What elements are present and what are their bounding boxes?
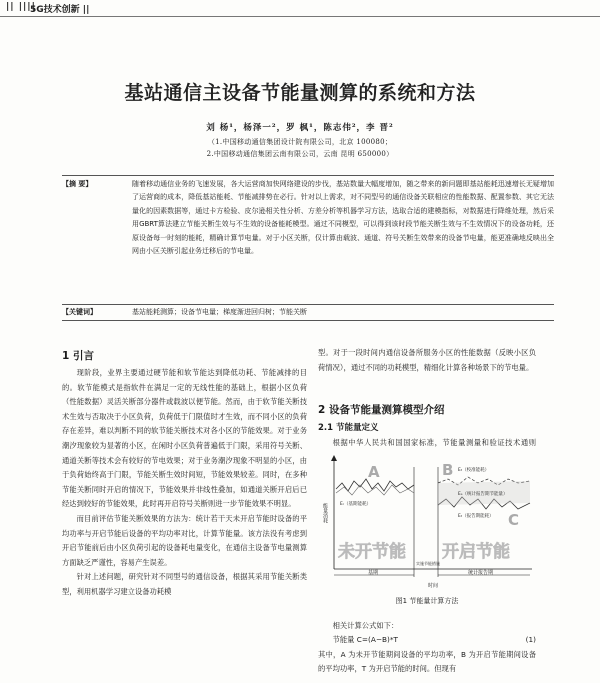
section-2-heading: 2 设备节能量测算模型介绍 [318, 404, 445, 416]
period-report: 统计报告期 [468, 570, 494, 576]
figure-caption: 图1 节能量计算方法 [395, 597, 459, 605]
abstract-top-rule [62, 175, 554, 176]
formula-intro: 相关计算公式如下： [332, 621, 399, 630]
header-marks: || |||| [6, 2, 36, 12]
affiliation-2: 2.中国移动通信集团云南有限公司，云南 昆明 650000） [206, 150, 394, 158]
section-2-1-heading: 2.1 节能量定义 [318, 423, 379, 433]
paragraph: 针对上述问题，研究针对不同型号的通信设备，根据其采用节能关断类型，利用机器学习建立设备功耗模 [62, 572, 307, 596]
header-label: 5G技术创新 || [30, 5, 90, 15]
y-axis-label: 能量消耗 [322, 503, 328, 523]
affiliation-1: （1.中国移动通信集团设计院有限公司，北京 100080； [207, 138, 393, 146]
legend-report: Eₜ（报告期能耗） [458, 514, 494, 519]
keywords-label: 【关键词】 [62, 308, 97, 316]
abstract-label: 【摘 要】 [62, 180, 93, 188]
paragraph: 而目前评估节能关断效果的方法为：统计若干天未开启节能时设备的平均功率与开启节能后设备的平均功率对比，计算节能量。该方法没有考虑到开启节能前后由小区负荷引起的设备耗电量变化，在通信主设备节电量测算方面缺乏严谨性，容易产生误差。 [62, 513, 307, 567]
period-measure: 实施节能措施 [416, 561, 440, 566]
formula-explain: 其中，A 为未开节能期间设备的平均功率，B 为开启节能期间设备的平均功率，T 为开启节能的时间。但现有 [318, 650, 536, 673]
keywords-text: 基站能耗测算；设备节电量；梯度渐进回归树；节能关断 [132, 308, 307, 316]
keywords-bottom-rule [62, 320, 554, 321]
legend-saving: Eₛ（统计报告期节能量） [458, 492, 508, 497]
paragraph: 现阶段，业界主要通过硬节能和软节能达到降低功耗、节能减排的目的。软节能模式是指软件在满足一定的无线性能的基础上，根据小区负荷（性能数据）灵活关断部分器件或载波以便节能。然而，由于软节能关断技术生效与否取决于小区负荷，负荷低于门限值时才生效，而不同小区的负荷存在差异，难以判断不同的软节能关断技术对各小区的节能效果。对于业务潮汐现象较为显著的小区，在闲时小区负荷普遍低于门限，采用符号关断、通道关断等技术会有较好的节电效果；对于业务潮汐现象不明显的小区，由于负荷始终高于门限，节能关断生效时间短，节能效果较差。同时，在多种节能关断同时开启的情况下，节能效果并非线性叠加，如通道关断开启后已经达到较好的节能效果，此时再开启符号关断则进一步节能效果不明显。 [62, 368, 307, 509]
figure-1 [318, 453, 536, 593]
legend-base: Eᵣ（基期能耗） [340, 502, 372, 507]
formula-block [318, 621, 536, 676]
legend-adjusted: Eₜ（校准能耗） [458, 468, 490, 473]
paragraph: 型。对于一段时间内通信设备所服务小区的性能数据（反映小区负荷情况），通过不同的功耗模型，精细化计算各种场景下的节电量。 [318, 348, 536, 372]
right-column-top [318, 346, 536, 375]
formula-number: (1) [525, 635, 536, 644]
formula-line [318, 635, 536, 645]
formula-expr: 节能量 C=(A−B)*T [332, 635, 398, 644]
section-1-heading: 1 引言 [62, 350, 94, 362]
label-b: B [442, 461, 454, 479]
left-column [62, 366, 307, 676]
band-right: 开启节能 [442, 542, 510, 562]
x-axis-label: 时间 [428, 583, 439, 589]
period-base: 基期 [368, 570, 379, 576]
label-c: C [508, 511, 520, 529]
paragraph: 根据中华人民共和国国家标准，节能量测量和验证技术通则 [332, 438, 536, 447]
authors: 刘 杨¹，杨泽一²，罗 枫¹，陈志伟²，李 晋² [206, 123, 394, 133]
band-left: 未开节能 [338, 542, 406, 562]
paper-title: 基站通信主设备节能量测算的系统和方法 [124, 82, 476, 104]
abstract-text: 随着移动通信业务的飞速发展，各大运营商加快网络建设的步伐，基站数量大幅度增加，随之带来的新问题即基站能耗迅速增长无疑增加了运营商的成本，降低基站能耗、节能减排势在必行。针对以上需求，对不同型号的通信设备关联相应的性能数据、配置参数、其它无法量化的因素数据等，通过卡方检验、皮尔逊相关性分析、方差分析等机器学习方法，选取合适的建模指标，对数据进行降维处理，然后采用GBRT算法建立节能关断生效与不生效的设备能耗模型。通过不同模型，可以得到该时段节能关断生效与不生效情况下的设备功耗，还原设备每一时刻的能耗，精确计算节电量。对于小区关断，仅计算由载波、通道、符号关断生效带来的设备节电量，能更准确地反映出全网由小区关断引起业务迁移后的节电量。 [132, 180, 554, 256]
label-a: A [368, 463, 380, 481]
keywords-rule [62, 304, 554, 305]
running-header [0, 0, 600, 17]
